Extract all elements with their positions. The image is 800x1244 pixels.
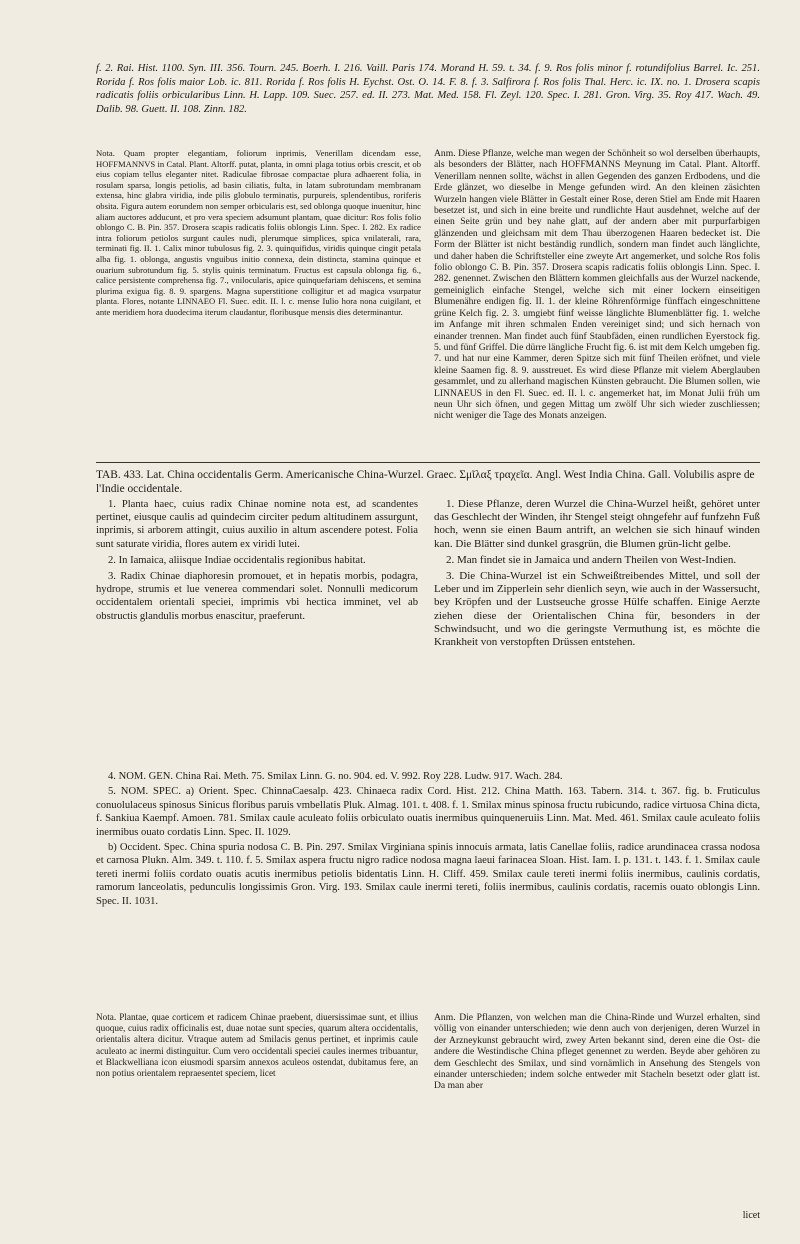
latin-paragraph-2: 2. In Iamaica, aliisque Indiae occidentalis regionibus habitat. xyxy=(108,554,366,566)
nom-gen-line: 4. NOM. GEN. China Rai. Meth. 75. Smilax Linn. G. no. 904. ed. V. 992. Roy 228. Ludw. 917. Wach. 284. xyxy=(108,771,563,782)
bottom-note-german: Anm. Die Pflanzen, von welchen man die China-Rinde und Wurzel erhalten, sind völlig von einander unterschieden; wie denn auch von derjenigen, deren Wurzel in der Arzneykunst gebraucht wird, zwey Arten bekannt sind, deren eine die Ost- die andere die Westindische China pfleget genennet zu werden. Beyde aber gehören zu dem Geschlecht des Smilax, und sind vornämlich in Ansehung des Stengels von einander unterschieden; indem solche entweder mit Stacheln besetzt oder glatt ist. Da man aber xyxy=(434,1012,760,1092)
section-divider xyxy=(96,462,760,463)
nota-latin-column: Nota. Quam propter elegantiam, foliorum inprimis, Venerillam dicendam esse, HOFFMANNVS in Catal. Plant. Altorff. putat, planta, in omni plaga totius orbis crescit, et ob eius copiam tellus eleganter nitet. Radiculae fibrosae compactae plura adhaerent folia, in rosulam sparsa, longis petiolis, ad basin ciliatis, fulta, in latam subrotundam membranam extensa, hinc glabra viridia, inde pilis globulo terminatis, purpureis, splendentibus, roriferis obsita. Figura autem eorundem non semper orbicularis est, sed oblonga quoque inuenitur, hinc aliam auctores adducunt, et pro vera speciem adsumunt plantam, quae dicitur: Ros folis folio oblongo C. B. Pin. 357. Drosera scapis radicatis foliis oblongis Linn. Spec. I. 282. Ex radice intra foliorum petiolos surgunt caules nudi, plerumque simplices, spica vnilaterali, rara, terminati fig. II. 1. Calix minor tubulosus fig. 2. 3. quinquifidus, viridis quinque cingit petala alba fig. 1. oblonga, angustis vnguibus initio connexa, dein distincta, stamina quinque et ouarium subrotundum fig. 5. stylis quinis terminatum. Fructus est capsula oblonga fig. 6., calice persistente comprehensa fig. 7., vnilocularis, apice quinquefariam dehiscens, et semina plurima exigua fig. 8. 9. spargens. Magna superstitione colligitur et ad magica vsurpatur planta. Flores, notante LINNAEO Fl. Suec. edit. II. l. c. mense Iulio hora nona cuigilant, et ante meridiem hora duodecima iterum claudantur, floribusque mensis dies determinantur. xyxy=(96,148,421,317)
description-latin-column xyxy=(96,498,418,626)
bottom-note-latin: Nota. Plantae, quae corticem et radicem Chinae praebent, diuersissimae sunt, et illius quoque, cuius radix officinalis est, duae notae sunt species, quarum altera occidentalis, orientalis altera dicitur. Vtraque autem ad Smilacis genus pertinet, et inprimis caule aculeato ac inermi distinguitur. Cum vero occidentali speciei caules inermes tribuantur, et Blackwelliana icon eiusmodi sparsim annexos aculeos ostendat, dubitamus fere, an non potius orientalem repraesentet speciem, licet xyxy=(96,1012,418,1079)
german-paragraph-3: 3. Die China-Wurzel ist ein Schweißtreibendes Mittel, und soll der Leber und im Zipperlein sehr dienlich seyn, wie auch in der Wassersucht, bey Kröpfen und der Lustseuche grosse Hülfe schaffen. Einige Aerzte ziehen diese der Orientalischen China für, besonders in der Schwindsucht, und wo die geringste Vermuthung ist, es möchte die Krankheit von verstopften Drüssen entstehen. xyxy=(434,570,760,649)
german-paragraph-2: 2. Man findet sie in Jamaica und andern Theilen von West-Indien. xyxy=(446,553,737,566)
latin-paragraph-3: 3. Radix Chinae diaphoresin promouet, et in hepatis morbis, podagra, hydrope, strumis et lue venerea commendari solet. Nonnulli medicorum occidentalem orientali speciei, imprimis vbi hectica imminet, vel ab obstructis glandulis morbus enascitur, praeferunt. xyxy=(96,571,418,622)
german-paragraph-1: 1. Diese Pflanze, deren Wurzel die China-Wurzel heißt, gehöret unter das Geschlecht der Winden, ihr Stengel steigt ohngefehr auf funfzehn Fuß hoch, wenn sie einen Baum antrift, an welchen sie sich hinauf winden kan. Die Blätter sind dunkel grasgrün, die Blumen grün-licht gelbe. xyxy=(434,498,760,550)
catchword: licet xyxy=(742,1210,760,1221)
nota-columns xyxy=(96,148,760,436)
nota-german-column: Anm. Diese Pflanze, welche man wegen der Schönheit so wol derselben überhaupts, als besonders der Blätter, nach HOFFMANNS Meynung im Catal. Plant. Altorff. Venerillam nennen sollte, wächst in allen Gegenden des ganzen Erdbodens, und die Erde glänzet, wo dieselbe in Menge gefunden wird. An den kleinen zäsichten Wurzeln hangen viele Blätter in Gestalt einer Rose, deren Stiel am Ende mit Haaren besetzet ist, und sich in eine breite und rundlichte Haut ausdehnet, welche auf der einen Seite grün und bey nahe glatt, auf der andern aber mit purpurfarbigen glänzenden und gleichsam mit dem Thau überzogenen Haaren bedecket ist. Die Form der Blätter ist nicht beständig rundlich, sondern man findet auch länglichte, und daher haben die Schriftsteller eine zweyte Art angemerket, und solche Ros folis folio oblongo C. B. Pin. 357. Drosera scapis radicatis foliis oblongis Linn. Spec. I. 282. genennet. Zwischen den Blättern kommen gleichfalls aus der Wurzel nackende, gemeiniglich einfache Stengel, welche sich mit einer lockern einseitigen Blumenähre endigen fig. II. 1. der kleine Röhrenförmige fünffach eingeschnittene grüne Kelch fig. 2. 3. umgiebt fünf weisse länglichte Blumenblätter fig. 1. welche im Anfange mit ihren schmalen Enden vereiniget sind; und sich hernach von einander trennen. Man findet auch fünf Staubfäden, einen rundlichen Eyerstock fig. 5. und fünf Griffel. Die dürre längliche Frucht fig. 6. ist mit dem Kelch umgeben fig. 7. und hat nur eine Kammer, deren Spitze sich mit fünf Theilen eröfnet, und viele kleine Saamen fig. 8. 9. ausstreuet. Es wird diese Pflanze mit vielem Aberglauben gesammlet, und zu allerhand magischen Künsten gebraucht. Die Blumen sollen, wie LINNAEUS in den Fl. Suec. ed. II. l. c. angemerket hat, im Monat Julii früh um neun Uhr sich öfnen, und gegen Mittag um zwölf Uhr sich wieder zuschliessen; nicht weniger die Tage des Monats anzeigen. xyxy=(434,148,760,422)
latin-paragraph-1: 1. Planta haec, cuius radix Chinae nomine nota est, ad scandentes pertinet, eiusque caulis ad quindecim circiter pedum altitudinem assurgunt, inprimis, si arborem attingit, cuius auxilio in altum ascendere potest. Folia sunt saturate viridia, flores autem ex viridi lutei. xyxy=(96,499,418,550)
description-columns xyxy=(96,498,760,772)
top-references: f. 2. Rai. Hist. 1100. Syn. III. 356. Tourn. 245. Boerh. I. 216. Vaill. Paris 174. Morand H. 59. t. 34. f. 9. Ros folis minor f. rotundifolius Barrel. Ic. 251. Rorida f. Ros folis maior Lob. ic. 811. Rorida f. Ros folis H. Eychst. Ost. O. 14. F. 8. f. 3. Salfirora f. Ros folis Thal. Herc. ic. IX. no. 1. Drosera scapis radicatis foliis orbicularibus Linn. H. Lapp. 109. Suec. 257. ed. II. 273. Mat. Med. 158. Fl. Zeyl. 120. Spec. I. 281. Gron. Virg. 35. Roy 417. Wach. 49. Dalib. 98. Guett. II. 108. Zinn. 182. xyxy=(96,63,760,115)
description-german-column xyxy=(434,498,760,652)
nom-spec-orient-line: 5. NOM. SPEC. a) Orient. Spec. ChinnaCaesalp. 423. Chinaeca radix Cord. Hist. 212. China Matth. 163. Tabern. 314. t. 367. fig. b. Fruticulus conuolulaceus spinosus Sinicus floribus paruis vmbellatis Pluk. Almag. 101. t. 408. f. 1. Smilax minus spinosa fructu rubicundo, radice virtuosa China dicta, f. Sankiua Kaempf. Amoen. 781. Smilax caule aculeato foliis orbiculato ouatis inermibus quinqueneruiis Linn. Mat. Med. 461. Smilax caule aculeato foliis inermibus ouato cordatis Linn. Spec. II. 1029. xyxy=(96,786,760,838)
nomenclature-block xyxy=(96,770,760,910)
tab-433-header: TAB. 433. Lat. China occidentalis Germ. Americanische China-Wurzel. Graec. Σμῖλαξ τραχεῖα. Angl. West India China. Gall. Volubilis aspre de l'Indie occidentale. xyxy=(96,469,755,495)
bottom-note-columns xyxy=(96,1012,760,1212)
nom-spec-occident-line: b) Occident. Spec. China spuria nodosa C. B. Pin. 297. Smilax Virginiana spinis innocuis armata, latis Canellae foliis, radice arundinacea crassa nodosa et carnosa Plukn. Alm. 349. t. 110. f. 5. Smilax aspera fructu nigro radice nodosa magna laeui farinacea Sloan. Hist. Iam. I. p. 131. t. 143. f. 1. Smilax caule tereti inermi foliis cordato ouatis acutis inermibus petiolis bidentatis Linn. H. Cliff. 459. Smilax caule tereti inermi foliis inermibus, caulinis cordatis, ramorum lanceolatis, pedunculis longissimis Gron. Virg. 193. Smilax caule inermi tereti, foliis inermibus, caulinis cordatis, racemis ouato oblongis Linn. Spec. II. 1031. xyxy=(96,842,760,907)
